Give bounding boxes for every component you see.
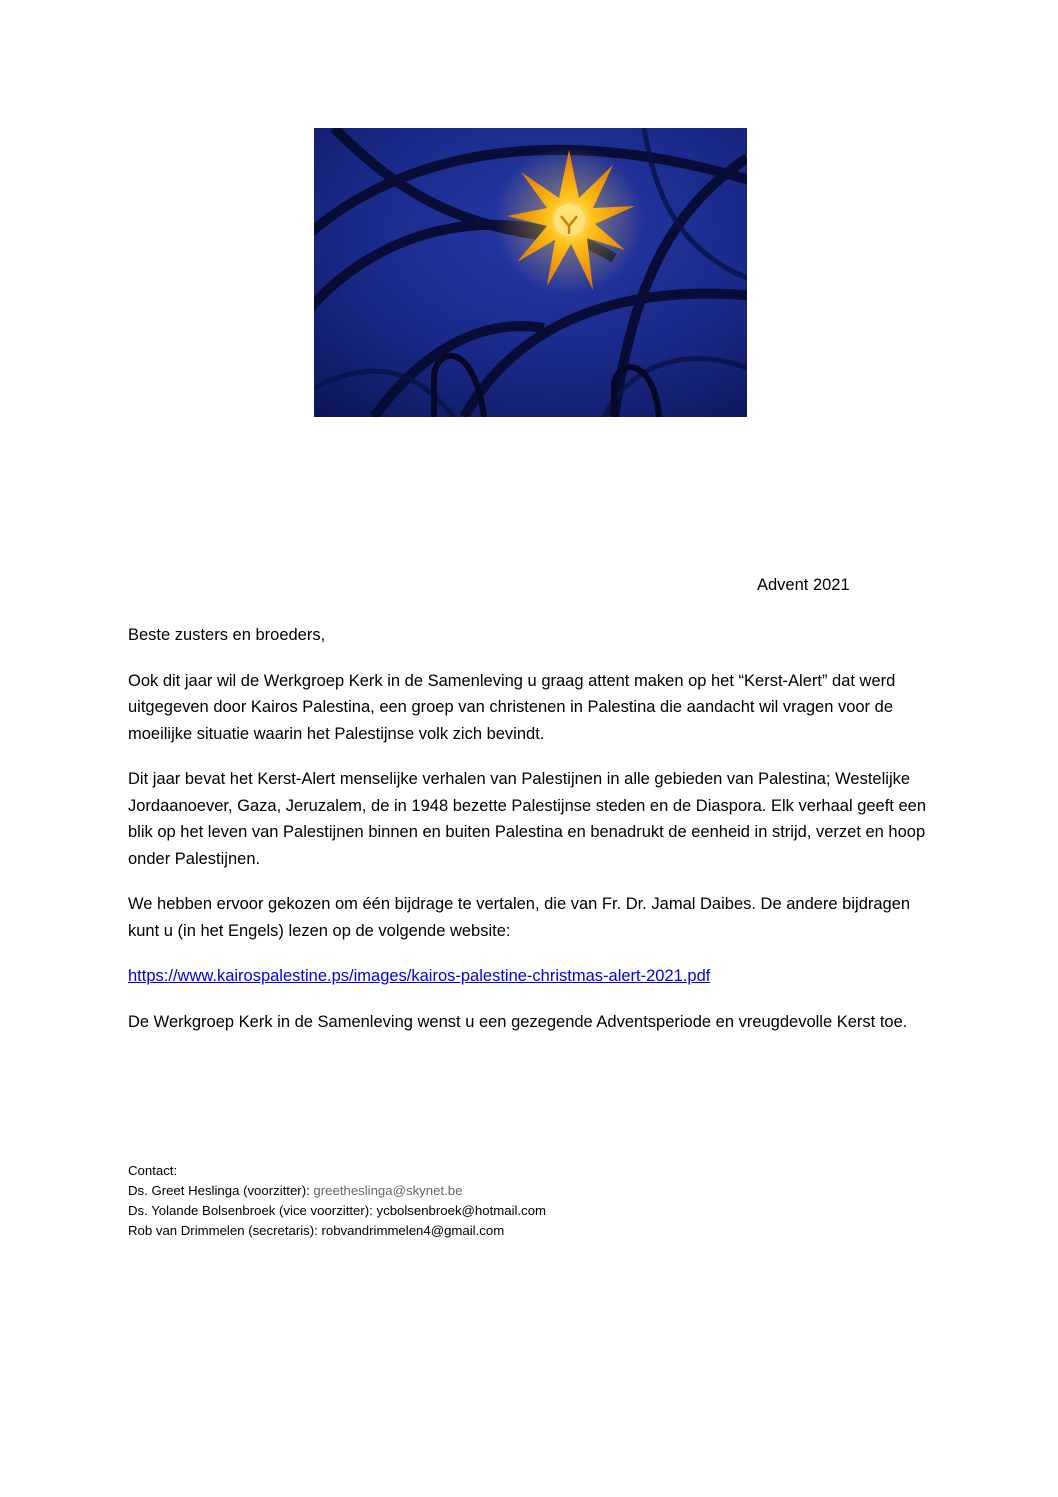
paragraph-kerst-alert-intro: Ook dit jaar wil de Werkgroep Kerk in de Samenleving u graag attent maken op het “Kerst-Alert” dat werd uitgegeven door Kairos Palestina, een groep van christenen in Palestina die aandacht wil vragen voor de moeilijke situatie waarin het Palestijnse volk zich bevindt. (128, 671, 896, 743)
contact-email[interactable]: greetheslinga@skynet.be (313, 1183, 463, 1198)
contact-label: Rob van Drimmelen (secretaris): (128, 1223, 318, 1238)
contact-row-chair (128, 1181, 828, 1201)
contact-heading: Contact: (128, 1163, 178, 1178)
paragraph-stories: Dit jaar bevat het Kerst-Alert menselijke verhalen van Palestijnen in alle gebieden van Palestina; Westelijke Jordaanoever, Gaza, Jeruzalem, de in 1948 bezette Palestijnse steden en de Diaspora. Elk verhaal geeft een blik op het leven van Palestijnen binnen en buiten Palestina en benadrukt de eenheid in strijd, verzet en hoop onder Palestijnen. (128, 770, 927, 868)
contact-email[interactable]: ycbolsenbroek@hotmail.com (376, 1203, 547, 1218)
contact-label: Ds. Greet Heslinga (voorzitter): (128, 1183, 310, 1198)
paragraph-wishes: De Werkgroep Kerk in de Samenleving wenst u een gezegende Adventsperiode en vreugdevolle Kerst toe. (128, 1012, 908, 1031)
contact-row-secretary (128, 1221, 828, 1241)
contact-label: Ds. Yolande Bolsenbroek (vice voorzitter): (128, 1203, 373, 1218)
kairos-alert-link[interactable]: https://www.kairospalestine.ps/images/kairos-palestine-christmas-alert-2021.pdf (128, 967, 711, 985)
paragraph-translation: We hebben ervoor gekozen om één bijdrage te vertalen, die van Fr. Dr. Jamal Daibes. De andere bijdragen kunt u (in het Engels) lezen op de volgende website: (128, 895, 911, 940)
contact-email[interactable]: robvandrimmelen4@gmail.com (321, 1223, 505, 1238)
greeting: Beste zusters en broeders, (128, 626, 326, 644)
letter-date: Advent 2021 (757, 576, 850, 594)
contact-row-vice-chair (128, 1201, 828, 1221)
letter-body (128, 622, 928, 1054)
advent-star-photo (314, 128, 747, 417)
contact-block (128, 1161, 828, 1241)
